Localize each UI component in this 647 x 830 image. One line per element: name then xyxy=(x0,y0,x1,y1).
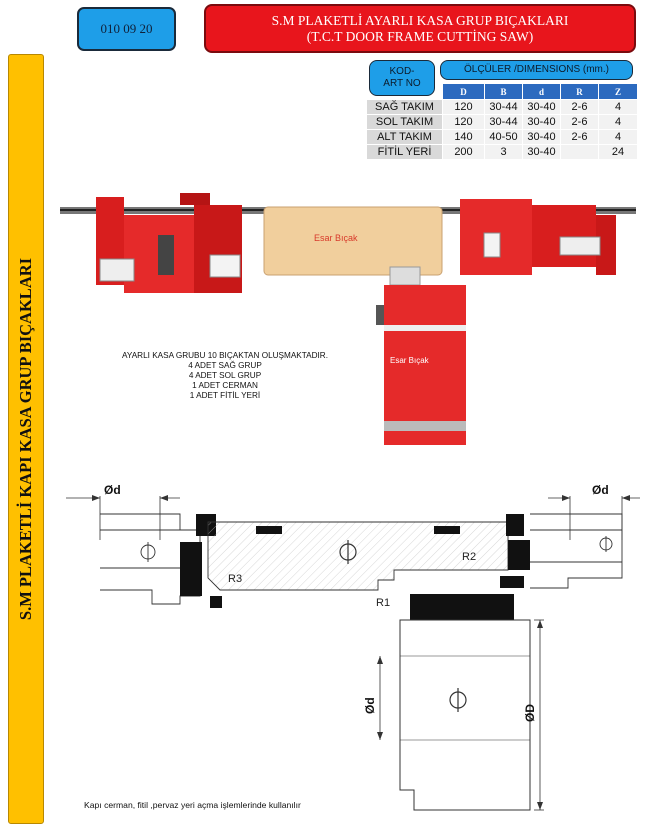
cell-d: 30-40 xyxy=(523,130,561,145)
cell-D: 200 xyxy=(443,145,485,160)
cell-R: 2-6 xyxy=(561,130,599,145)
dimensions-label-text: ÖLÇÜLER /DIMENSIONS (mm.) xyxy=(463,64,609,75)
brand-logo-top: Esar Bıçak xyxy=(314,233,358,243)
info-line: 1 ADET FİTİL YERİ xyxy=(189,391,261,400)
right-insert-mid xyxy=(508,540,530,570)
info-line: 4 ADET SOL GRUP xyxy=(188,371,262,380)
col-header-R: R xyxy=(561,84,599,100)
dim-d-vertical xyxy=(363,656,383,740)
product-code: 010 09 20 xyxy=(100,21,153,36)
row-label: ALT TAKIM xyxy=(367,130,443,145)
dim-d-left-label: Ød xyxy=(104,483,121,497)
r2-label: R2 xyxy=(462,551,477,563)
col-header-Z: Z xyxy=(599,84,638,100)
info-line: 1 ADET CERMAN xyxy=(192,381,258,390)
product-photo xyxy=(60,185,636,455)
table-row xyxy=(367,130,638,145)
cell-Z: 4 xyxy=(599,100,638,115)
cell-B: 30-44 xyxy=(485,100,523,115)
r3-label: R3 xyxy=(228,573,243,585)
table-row xyxy=(367,115,638,130)
right-insert-top xyxy=(506,514,524,536)
right-cutter-group xyxy=(460,199,616,275)
table-row xyxy=(367,145,638,160)
cell-d: 30-40 xyxy=(523,145,561,160)
cell-d: 30-40 xyxy=(523,100,561,115)
row-label: SAĞ TAKIM xyxy=(367,100,443,115)
cell-Z: 4 xyxy=(599,130,638,145)
cell-D: 120 xyxy=(443,115,485,130)
title-box xyxy=(204,4,636,53)
kod-label-text: KOD- ART NO xyxy=(383,66,421,89)
dim-D-vertical xyxy=(523,620,544,810)
technical-drawing xyxy=(60,478,642,818)
dim-d-right-label: Ød xyxy=(592,483,609,497)
side-banner xyxy=(8,54,44,824)
dim-d-left xyxy=(66,483,180,540)
info-text xyxy=(96,351,354,401)
cell-B: 30-44 xyxy=(485,115,523,130)
cell-Z: 24 xyxy=(599,145,638,160)
cell-B: 3 xyxy=(485,145,523,160)
cell-Z: 4 xyxy=(599,115,638,130)
left-insert-low xyxy=(210,596,222,608)
cell-R: 2-6 xyxy=(561,115,599,130)
col-header-d: d xyxy=(523,84,561,100)
usage-note: Kapı cerman, fitil ,pervaz yeri açma işlemlerinde kullanılır xyxy=(84,800,301,810)
brand-logo-side: Esar Bıçak xyxy=(390,356,429,365)
product-code-box xyxy=(77,7,176,51)
right-cutter-outline xyxy=(530,514,622,588)
r1-label: R1 xyxy=(376,597,391,609)
bottom-cutter-outline xyxy=(400,594,530,810)
title-turkish: S.M PLAKETLİ AYARLI KASA GRUP BIÇAKLARI xyxy=(271,13,569,28)
info-line: 4 ADET SAĞ GRUP xyxy=(188,361,262,370)
side-banner-text: S.M PLAKETLİ KAPI KASA GRUP BIÇAKLARI xyxy=(16,257,35,621)
info-line: AYARLI KASA GRUBU 10 BIÇAKTAN OLUŞMAKTADIR. xyxy=(122,351,328,360)
dim-D-vertical-label: ØD xyxy=(523,704,537,722)
right-insert-low xyxy=(500,576,524,588)
table-row xyxy=(367,100,638,115)
cell-D: 120 xyxy=(443,100,485,115)
col-header-D: D xyxy=(443,84,485,100)
bottom-cutter xyxy=(376,267,466,445)
row-label: SOL TAKIM xyxy=(367,115,443,130)
cell-B: 40-50 xyxy=(485,130,523,145)
cell-d: 30-40 xyxy=(523,115,561,130)
header-spacer xyxy=(367,84,443,100)
spec-table xyxy=(366,83,638,160)
dim-d-vertical-label: Ød xyxy=(363,697,377,714)
row-label: FİTİL YERİ xyxy=(367,145,443,160)
cell-R xyxy=(561,145,599,160)
table-header-row xyxy=(367,84,638,100)
col-header-B: B xyxy=(485,84,523,100)
dimensions-label xyxy=(440,60,633,80)
title-english: (T.C.T DOOR FRAME CUTTİNG SAW) xyxy=(306,29,534,44)
cell-D: 140 xyxy=(443,130,485,145)
dim-d-right xyxy=(548,483,640,540)
cell-R: 2-6 xyxy=(561,100,599,115)
left-insert-mid xyxy=(180,542,202,596)
